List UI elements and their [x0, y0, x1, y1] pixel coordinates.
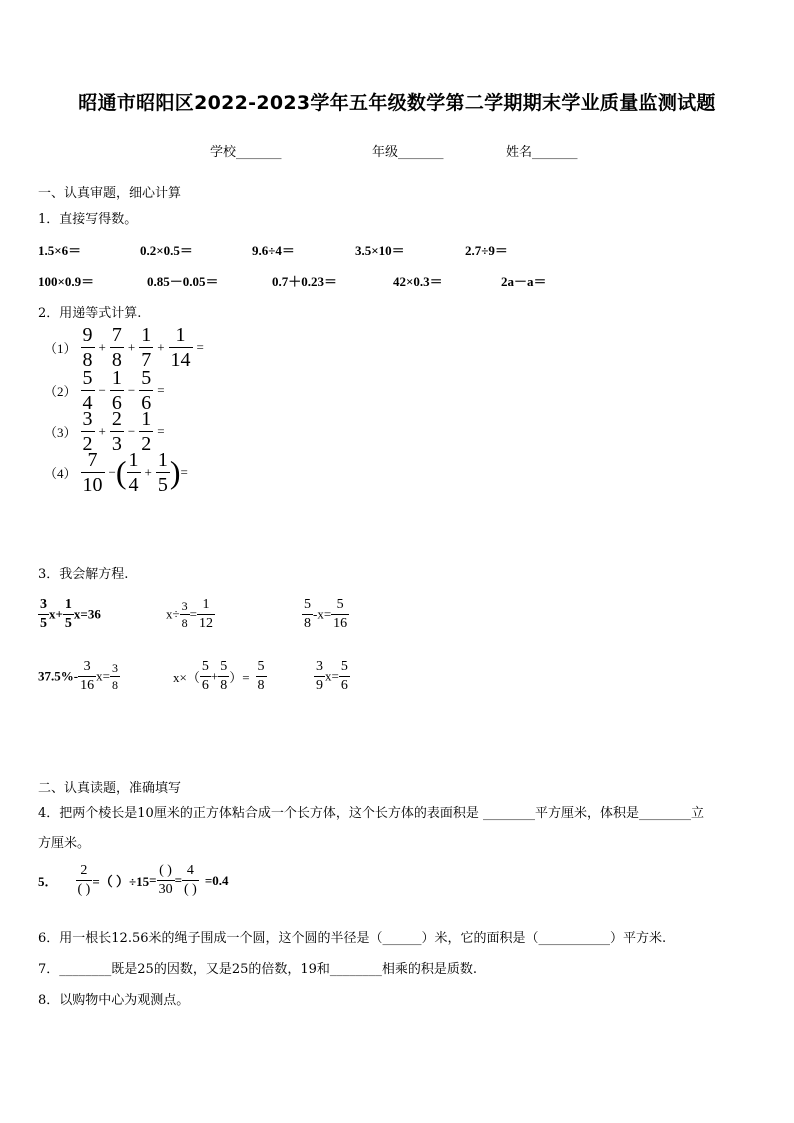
- item-number: （4）: [44, 466, 77, 481]
- school-field: 学校_______: [210, 145, 282, 160]
- right-paren: ): [169, 454, 181, 490]
- fraction: $\frac{3}{5}$: [40, 597, 47, 631]
- question-1-label: 1．直接写得数。: [38, 212, 138, 227]
- fraction: $\frac{4}{( )}$: [183, 863, 197, 897]
- q2-item-3: （3） $\frac{3}{2}$ + $\frac{2}{3}$ − $\frac{1}{2}$ =: [44, 408, 165, 455]
- fraction: $\frac{5}{8}$: [220, 659, 228, 693]
- q1-expr: 1.5×6＝: [38, 243, 82, 258]
- page-title: 昭通市昭阳区2022-2023学年五年级数学第二学期期末学业质量监测试题: [78, 92, 716, 114]
- grade-field: 年级_______: [372, 145, 444, 160]
- fraction: $\frac{2}{( )}$: [77, 863, 91, 897]
- fraction: $\frac{1}{4}$: [128, 449, 139, 496]
- equation-1: $\frac{3}{5}$ x+ $\frac{1}{5}$ x=36: [40, 597, 101, 631]
- left-paren: (: [115, 454, 127, 490]
- q1-expr: 100×0.9＝: [38, 274, 95, 289]
- fraction: $\frac{5}{8}$: [304, 597, 311, 631]
- q1-expr: 42×0.3＝: [393, 274, 443, 289]
- item-number: （1）: [44, 341, 77, 356]
- fraction: $\frac{1}{5}$: [157, 449, 168, 496]
- fraction: $\frac{1}{6}$: [111, 367, 122, 414]
- fraction: $\frac{5}{16}$: [333, 597, 348, 631]
- q1-expr: 2a－a＝: [501, 274, 547, 289]
- fraction: $\frac{5}{8}$: [257, 659, 265, 693]
- fraction: $\frac{3}{8}$: [181, 599, 188, 630]
- question-6: 6．用一根长12.56米的绳子围成一个圆，这个圆的半径是（______）米，它的面积是（___________）平方米.: [38, 931, 667, 946]
- question-3-label: 3．我会解方程.: [38, 567, 129, 582]
- question-5: 5． $\frac{2}{( )}$ =（ ）÷15= $\frac{( )}{30}$ = $\frac{4}{( )}$ =0.4: [38, 863, 229, 897]
- item-number: （2）: [44, 384, 77, 399]
- question-4-line-1: 4．把两个棱长是10厘米的正方体粘合成一个长方体，这个长方体的表面积是 ________平方厘米，体积是________立: [38, 806, 704, 821]
- fraction: $\frac{9}{8}$: [82, 324, 93, 371]
- fraction: $\frac{1}{12}$: [198, 597, 213, 631]
- q2-item-1: （1） $\frac{9}{8}$ + $\frac{7}{8}$ + $\frac{1}{7}$ + $\frac{1}{14}$ =: [44, 324, 204, 371]
- q2-item-4: （4） $\frac{7}{10}$ −( $\frac{1}{4}$ + $\frac{1}{5}$ )=: [44, 449, 188, 496]
- fraction: $\frac{1}{2}$: [141, 408, 152, 455]
- fraction: $\frac{5}{6}$: [340, 659, 348, 693]
- equation-5: x×（ $\frac{5}{6}$ + $\frac{5}{8}$ ）= $\frac{5}{8}$: [173, 659, 265, 693]
- question-2-label: 2．用递等式计算.: [38, 306, 142, 321]
- fraction: $\frac{3}{2}$: [82, 408, 93, 455]
- name-field: 姓名_______: [506, 145, 578, 160]
- fraction: $\frac{1}{14}$: [170, 324, 191, 371]
- equation-2: x÷ $\frac{3}{8}$ = $\frac{1}{12}$: [166, 597, 213, 631]
- q1-expr: 9.6÷4＝: [252, 243, 295, 258]
- fraction: $\frac{3}{16}$: [80, 659, 95, 693]
- question-4-line-2: 方厘米。: [38, 836, 91, 851]
- equation-6: $\frac{3}{9}$ x= $\frac{5}{6}$: [316, 659, 348, 693]
- q1-expr: 0.2×0.5＝: [140, 243, 193, 258]
- fraction: $\frac{( )}{30}$: [158, 863, 173, 897]
- fraction: $\frac{5}{4}$: [82, 367, 93, 414]
- q1-expr: 2.7÷9＝: [465, 243, 508, 258]
- q2-item-2: （2） $\frac{5}{4}$ − $\frac{1}{6}$ − $\frac{5}{6}$ =: [44, 367, 165, 414]
- q1-expr: 0.7＋0.23＝: [272, 274, 338, 289]
- fraction: $\frac{1}{5}$: [64, 597, 72, 631]
- fraction: $\frac{3}{8}$: [111, 661, 118, 692]
- section-heading-2: 二、认真读题，准确填写: [38, 781, 182, 796]
- fraction: $\frac{7}{8}$: [111, 324, 122, 371]
- fraction: $\frac{2}{3}$: [111, 408, 122, 455]
- equation-3: $\frac{5}{8}$ -x= $\frac{5}{16}$: [304, 597, 348, 631]
- item-number: （3）: [44, 425, 77, 440]
- section-heading-1: 一、认真审题，细心计算: [38, 186, 182, 201]
- q1-expr: 3.5×10＝: [355, 243, 405, 258]
- equation-4: 37.5%- $\frac{3}{16}$ x= $\frac{3}{8}$: [38, 659, 118, 693]
- fraction: $\frac{5}{6}$: [141, 367, 152, 414]
- question-8: 8．以购物中心为观测点。: [38, 993, 190, 1008]
- fraction: $\frac{7}{10}$: [82, 449, 103, 496]
- fraction: $\frac{5}{6}$: [201, 659, 209, 693]
- fraction: $\frac{3}{9}$: [316, 659, 323, 693]
- question-7: 7．________既是25的因数，又是25的倍数，19和________相乘的积是质数.: [38, 962, 478, 977]
- q1-expr: 0.85－0.05＝: [147, 274, 219, 289]
- fraction: $\frac{1}{7}$: [141, 324, 152, 371]
